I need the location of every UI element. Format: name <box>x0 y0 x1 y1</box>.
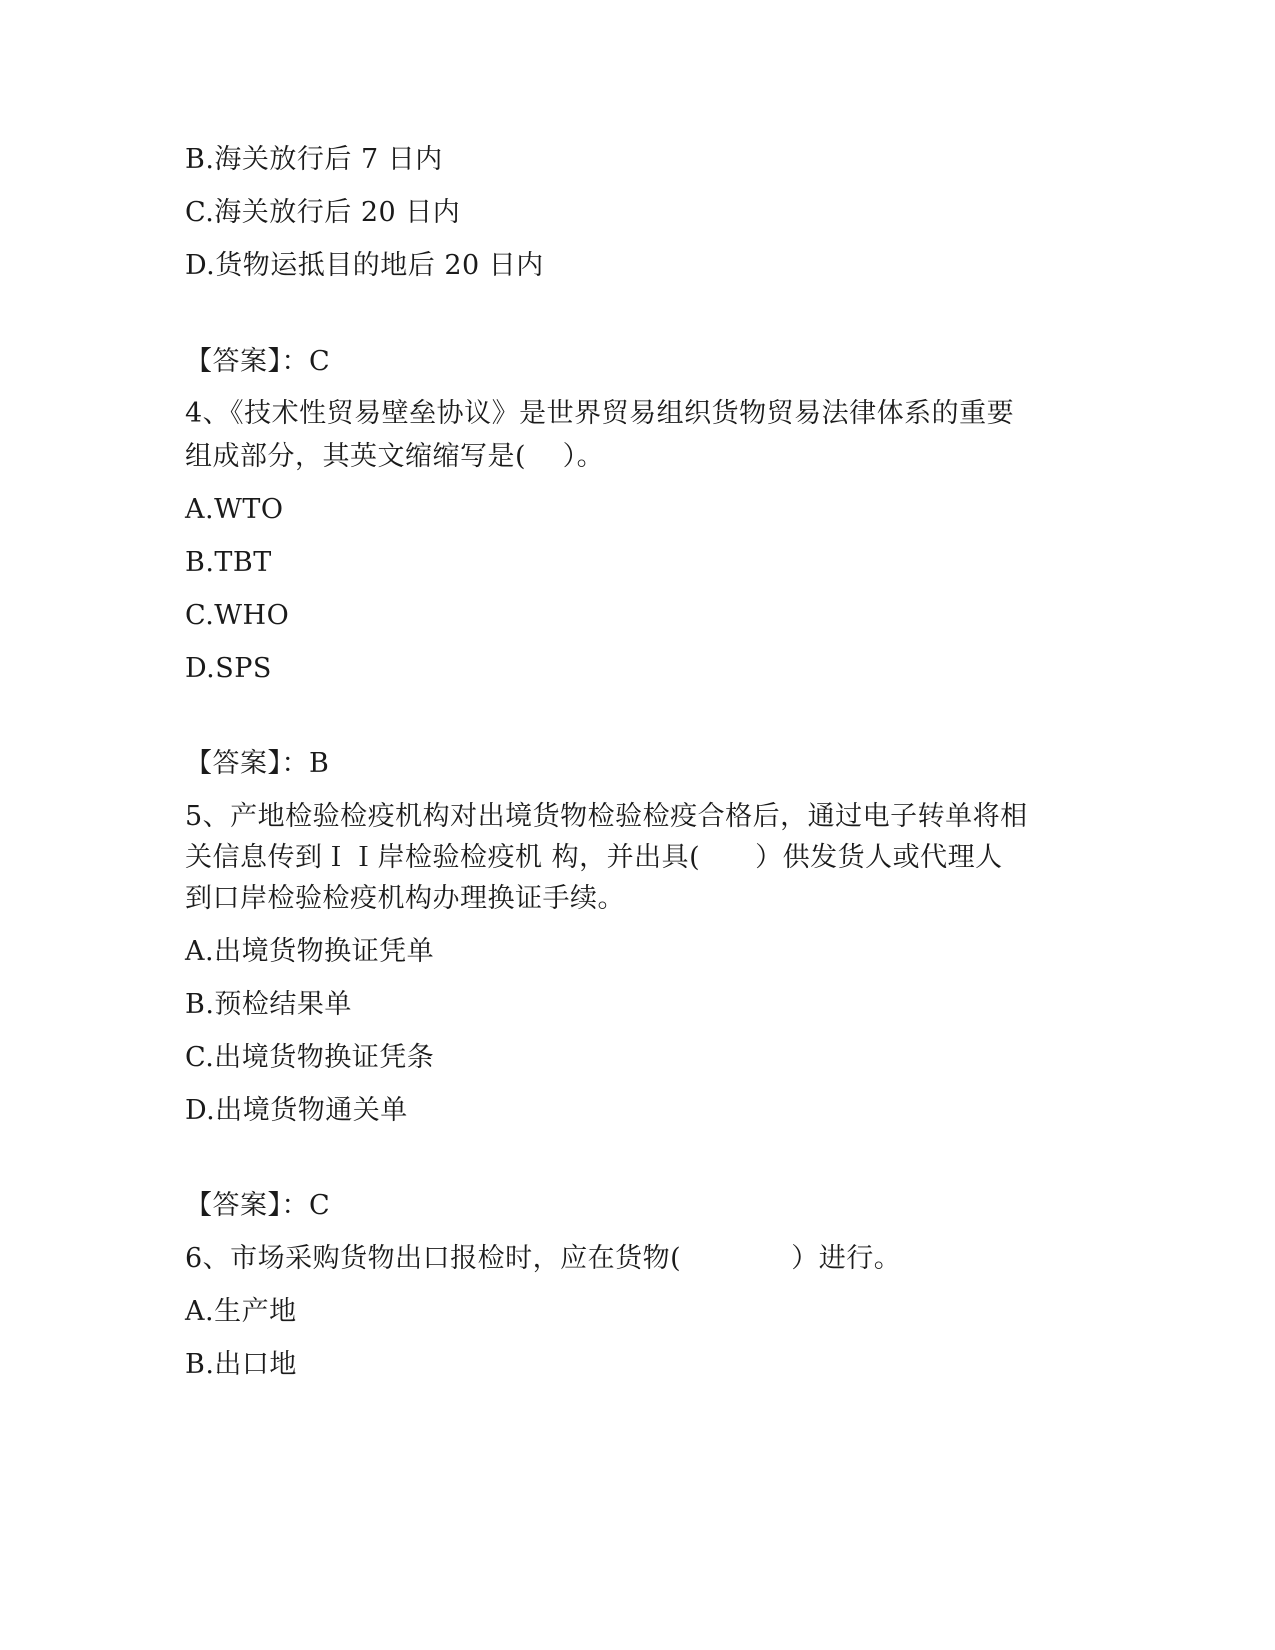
q5-option-c: C.出境货物换证凭条 <box>185 1042 435 1073</box>
q4-option-b: B.TBT <box>185 547 272 578</box>
prev-option-b: B.海关放行后 7 日内 <box>185 144 443 175</box>
q5-text-line-1: 5、产地检验检疫机构对出境货物检验检疫合格后，通过电子转单将相 <box>185 801 1028 832</box>
prev-option-d: D.货物运抵目的地后 20 日内 <box>185 250 544 281</box>
q6-option-b: B.出口地 <box>185 1349 297 1380</box>
q6-option-a: A.生产地 <box>185 1296 297 1327</box>
q5-option-a: A.出境货物换证凭单 <box>185 936 435 967</box>
q4-answer: 【答案】：B <box>185 748 330 779</box>
q5-text-line-3: 到口岸检验检疫机构办理换证手续。 <box>185 883 625 914</box>
q4-option-c: C.WHO <box>185 600 290 631</box>
q4-text-line-1: 4、《技术性贸易壁垒协议》是世界贸易组织货物贸易法律体系的重要 <box>185 398 1015 429</box>
q4-option-d: D.SPS <box>185 653 272 684</box>
q6-text-line-1: 6、市场采购货物出口报检时，应在货物( ）进行。 <box>185 1243 902 1274</box>
q4-text-line-2: 组成部分，其英文缩缩写是( ）。 <box>185 441 605 472</box>
q4-option-a: A.WTO <box>185 494 284 525</box>
prev-answer: 【答案】：C <box>185 346 331 377</box>
q5-answer: 【答案】：C <box>185 1190 331 1221</box>
prev-option-c: C.海关放行后 20 日内 <box>185 197 461 228</box>
q5-option-b: B.预检结果单 <box>185 989 352 1020</box>
q5-text-line-2: 关信息传到ＩＩ岸检验检疫机 构，并出具( ）供发货人或代理人 <box>185 842 1003 873</box>
q5-option-d: D.出境货物通关单 <box>185 1095 408 1126</box>
